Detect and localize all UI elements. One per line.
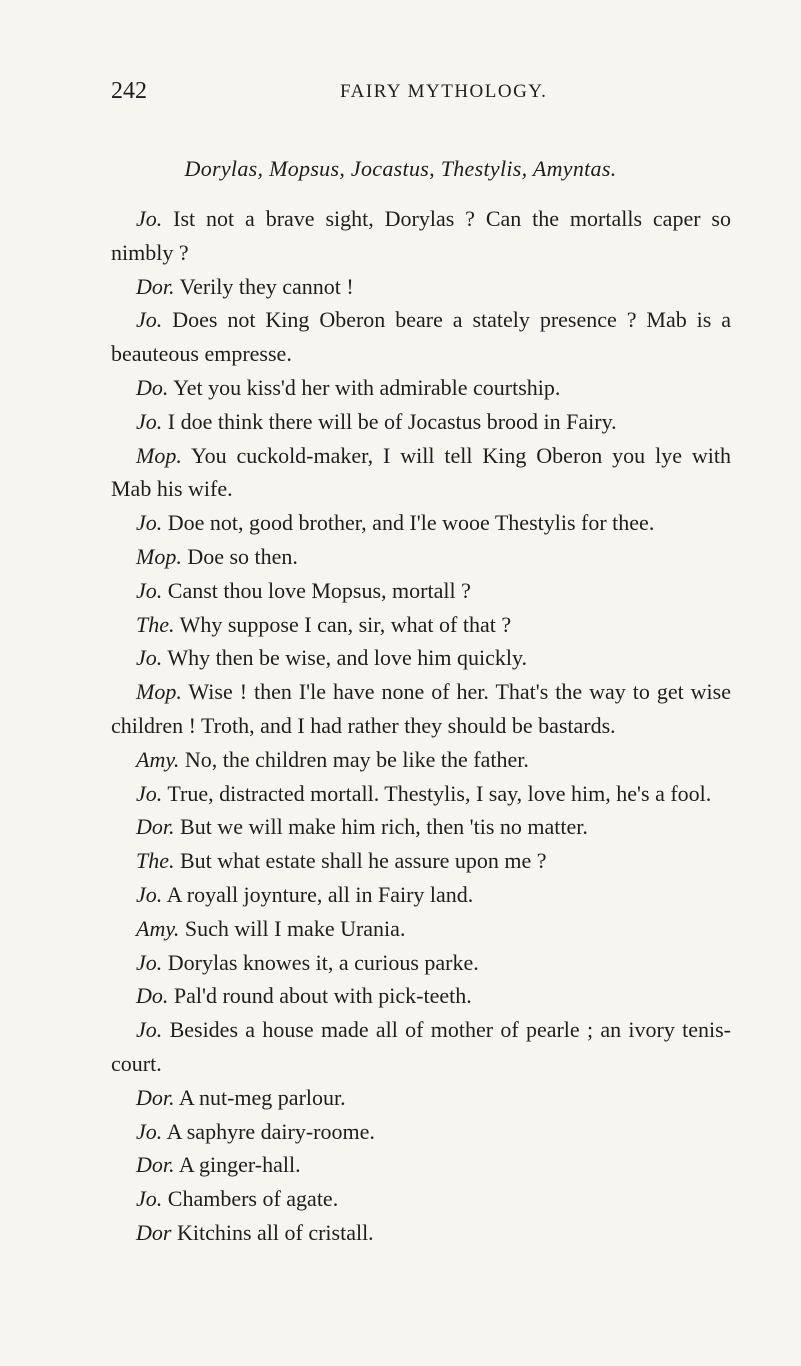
speech-text: Dorylas knowes it, a curious parke.	[167, 949, 479, 975]
speech-text: Besides a house made all of mother of pearle ; an ivory tenis-court.	[111, 1017, 732, 1076]
page-number: 242	[111, 78, 147, 104]
speech-text: Such will I make Urania.	[184, 915, 406, 941]
speaker-name: Jo.	[136, 1017, 163, 1043]
speaker-name: Jo.	[136, 1186, 163, 1212]
speech-text: Yet you kiss'd her with admirable courtship.	[173, 374, 561, 400]
speech-paragraph	[111, 912, 731, 946]
speech-text: A saphyre dairy-roome.	[166, 1118, 375, 1144]
speech-text: Verily they cannot !	[179, 273, 354, 299]
speech-paragraph	[111, 1115, 731, 1149]
speaker-name: Dor.	[136, 1152, 175, 1178]
page-header	[0, 78, 801, 112]
speaker-name: Do.	[136, 374, 169, 400]
speech-text: I doe think there will be of Jocastus brood in Fairy.	[167, 408, 617, 434]
speech-text: Doe so then.	[187, 543, 298, 569]
speech-paragraph	[111, 1013, 731, 1081]
speech-paragraph	[111, 743, 731, 777]
speech-text: A ginger-hall.	[178, 1152, 301, 1178]
speaker-name: Jo.	[136, 1118, 163, 1144]
speaker-name: Jo.	[136, 949, 163, 975]
speech-paragraph	[111, 844, 731, 878]
speech-paragraph	[111, 1182, 731, 1216]
speech-text: Wise ! then I'le have none of her. That's the way to get wise children ! Troth, and I had rather they should be bastards.	[111, 679, 731, 738]
speech-paragraph	[111, 1081, 731, 1115]
cast-list: Dorylas, Mopsus, Jocastus, Thestylis, Amyntas.	[184, 156, 617, 181]
speech-text: Canst thou love Mopsus, mortall ?	[167, 577, 471, 603]
speech-paragraph	[111, 979, 731, 1013]
speech-paragraph	[111, 303, 731, 371]
speech-paragraph	[111, 540, 731, 574]
speech-text: Ist not a brave sight, Dorylas ? Can the mortalls caper so nimbly ?	[111, 206, 731, 265]
speaker-name: Jo.	[136, 577, 163, 603]
speech-text: But what estate shall he assure upon me ?	[180, 848, 547, 874]
speaker-name: The.	[136, 611, 175, 637]
speech-text: A nut-meg parlour.	[178, 1084, 346, 1110]
speaker-name: Jo.	[136, 780, 163, 806]
speech-paragraph	[111, 1148, 731, 1182]
speech-paragraph	[111, 371, 731, 405]
speaker-name: Amy.	[136, 746, 180, 772]
speaker-name: Jo.	[136, 408, 163, 434]
speech-paragraph	[111, 810, 731, 844]
speaker-name: Amy.	[136, 915, 180, 941]
speech-text: A royall joynture, all in Fairy land.	[166, 881, 474, 907]
speech-paragraph	[111, 675, 731, 743]
speaker-name: Jo.	[136, 881, 163, 907]
speech-text: Does not King Oberon beare a stately presence ? Mab is a beauteous empresse.	[111, 307, 732, 367]
speaker-name: Dor.	[136, 273, 175, 299]
speech-paragraph	[111, 270, 731, 304]
speaker-name: Mop.	[136, 679, 182, 705]
speech-paragraph	[111, 777, 731, 811]
speaker-name: Jo.	[136, 307, 163, 333]
speech-text: Chambers of agate.	[167, 1186, 339, 1212]
speech-paragraph	[111, 574, 731, 608]
speech-paragraph	[111, 641, 731, 675]
speech-paragraph	[111, 405, 731, 439]
speech-paragraph	[111, 946, 731, 980]
speech-text: Doe not, good brother, and I'le wooe Thestylis for thee.	[167, 510, 655, 536]
speaker-name: Jo.	[136, 510, 163, 536]
speaker-name: The.	[136, 848, 175, 874]
speech-text: Kitchins all of cristall.	[176, 1219, 374, 1245]
speech-paragraph	[111, 506, 731, 540]
speaker-name: Jo.	[136, 206, 163, 231]
speech-paragraph	[111, 202, 731, 270]
speaker-name: Mop.	[136, 543, 182, 569]
dialogue-body	[111, 202, 731, 1250]
speech-text: True, distracted mortall. Thestylis, I say, love him, he's a fool.	[167, 780, 712, 806]
speech-paragraph	[111, 1216, 731, 1250]
speaker-name: Dor	[136, 1219, 172, 1245]
speech-text: Why then be wise, and love him quickly.	[167, 645, 528, 671]
speech-text: No, the children may be like the father.	[184, 746, 529, 772]
speech-text: But we will make him rich, then 'tis no matter.	[180, 814, 588, 840]
speech-paragraph	[111, 608, 731, 642]
speaker-name: Dor.	[136, 1084, 175, 1110]
speech-text: Why suppose I can, sir, what of that ?	[179, 611, 512, 637]
running-head: FAIRY MYTHOLOGY.	[340, 81, 548, 102]
speech-text: You cuckold-maker, I will tell King Oberon you lye with Mab his wife.	[111, 442, 731, 502]
speaker-name: Mop.	[136, 442, 182, 468]
speech-paragraph	[111, 439, 731, 507]
speaker-name: Do.	[136, 983, 169, 1009]
speech-text: Pal'd round about with pick-teeth.	[173, 983, 472, 1009]
speaker-name: Dor.	[136, 814, 175, 840]
speaker-name: Jo.	[136, 645, 163, 671]
speech-paragraph	[111, 878, 731, 912]
